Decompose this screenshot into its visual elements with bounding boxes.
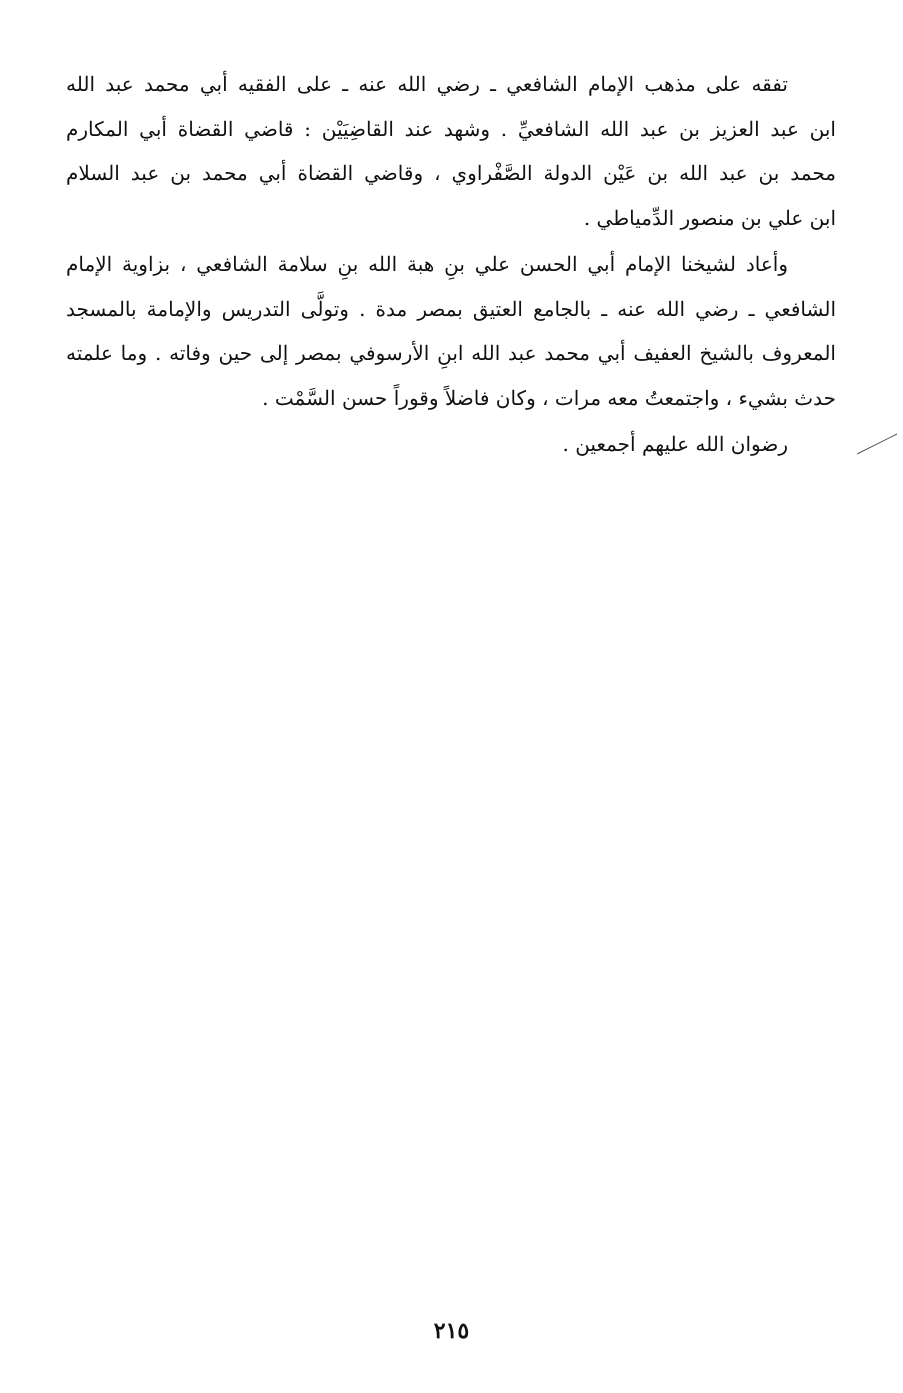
text-line: حدث بشيء ، واجتمعتُ معه مرات ، وكان فاضلاً وقوراً حسن السَّمْت .	[262, 385, 836, 410]
paragraph-2	[66, 242, 836, 420]
text-line: المعروف بالشيخ العفيف أبي محمد عبد الله ابنِ الأرسوفي بمصر إلى حين وفاته . وما علمته	[66, 341, 836, 365]
text-line: ابن عبد العزيز بن عبد الله الشافعيِّ . وشهد عند القاضِيَيْن : قاضي القضاة أبي المكارم	[66, 116, 836, 141]
text-line: وأعاد لشيخنا الإمام أبي الحسن علي بنِ هبة الله بنِ سلامة الشافعي ، بزاوية الإمام	[66, 252, 788, 276]
text-line: ابن علي بن منصور الدِّمياطي .	[583, 205, 836, 230]
text-line: الشافعي ـ رضي الله عنه ـ بالجامع العتيق بمصر مدة . وتولَّى التدريس والإمامة بالمسجد	[66, 296, 836, 321]
scan-mark	[855, 432, 899, 456]
text-line: محمد بن عبد الله بن عَيْن الدولة الصَّفْراوي ، وقاضي القضاة أبي محمد بن عبد السلام	[66, 161, 836, 185]
page-number: ٢١٥	[433, 1318, 470, 1344]
paragraph-3	[66, 422, 836, 467]
body-text	[66, 62, 836, 467]
text-line: تفقه على مذهب الإمام الشافعي ـ رضي الله عنه ـ على الفقيه أبي محمد عبد الله	[66, 72, 788, 96]
text-line: رضوان الله عليهم أجمعين .	[562, 432, 788, 456]
paragraph-1	[66, 62, 836, 240]
